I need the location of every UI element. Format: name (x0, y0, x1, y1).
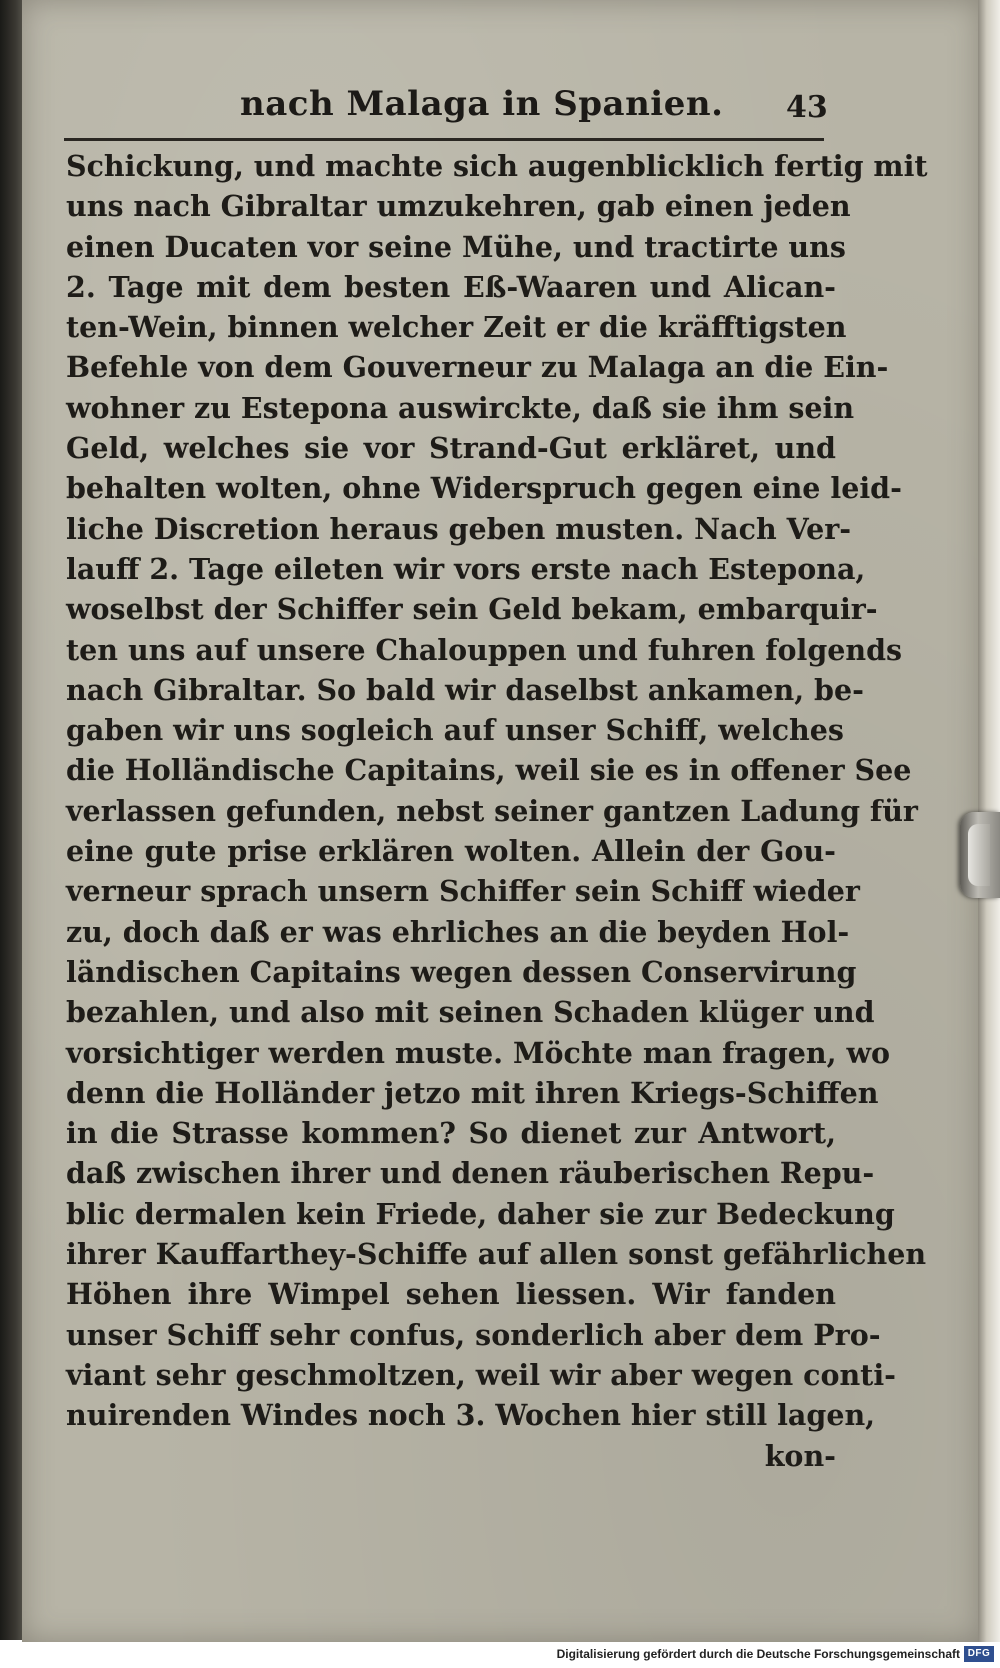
text-line: bezahlen, und also mit seinen Schaden klüger und (66, 995, 875, 1030)
text-line: wohner zu Estepona auswirckte, daß sie ihm sein (66, 390, 855, 425)
text-line: ihrer Kauffarthey-Schiffe auf allen sonst gefährlichen (66, 1237, 927, 1272)
text-line: 2. Tage mit dem besten Eß-Waaren und Alican- (66, 269, 836, 304)
page-number: 43 (786, 90, 828, 125)
text-line: die Holländische Capitains, weil sie es in offener See (66, 753, 912, 788)
text-line: uns nach Gibraltar umzukehren, gab einen jeden (66, 189, 851, 224)
text-line: Geld, welches sie vor Strand-Gut erkläret, und (66, 431, 836, 466)
text-line: blic dermalen kein Friede, daher sie zur Bedeckung (66, 1196, 895, 1231)
text-line: Höhen ihre Wimpel sehen liessen. Wir fanden (66, 1277, 836, 1312)
text-line: verneur sprach unsern Schiffer sein Schiff wieder (66, 874, 860, 909)
text-line: ländischen Capitains wegen dessen Conservirung (66, 954, 857, 989)
text-line: vorsichtiger werden muste. Möchte man fragen, wo (66, 1035, 890, 1070)
text-line: daß zwischen ihrer und denen räuberischen Repu- (66, 1156, 875, 1191)
text-line: behalten wolten, ohne Widerspruch gegen eine leid- (66, 471, 902, 506)
text-line: denn die Holländer jetzo mit ihren Kriegs-Schiffen (66, 1075, 879, 1110)
text-line: unser Schiff sehr confus, sonderlich aber dem Pro- (66, 1317, 881, 1352)
text-line: verlassen gefunden, nebst seiner gantzen Ladung für (66, 793, 918, 828)
body-text (66, 146, 928, 1476)
text-line: zu, doch daß er was ehrliches an die beyden Hol- (66, 914, 850, 949)
text-line: nach Gibraltar. So bald wir daselbst ankamen, be- (66, 672, 864, 707)
dfg-logo-icon: DFG (964, 1646, 994, 1662)
text-line: einen Ducaten vor seine Mühe, und tractirte uns (66, 229, 846, 264)
book-clasp-icon (960, 812, 1000, 898)
text-line: Befehle von dem Gouverneur zu Malaga an die Ein- (66, 350, 889, 385)
text-line: ten uns auf unsere Chalouppen und fuhren folgends (66, 632, 903, 667)
running-head: nach Malaga in Spanien. (240, 84, 724, 124)
catchword: kon- (764, 1438, 836, 1473)
text-line: Schickung, und machte sich augenblicklich fertig mit (66, 149, 928, 183)
text-line: gaben wir uns sogleich auf unser Schiff, welches (66, 713, 844, 748)
text-line: eine gute prise erklären wolten. Allein der Gou- (66, 834, 836, 869)
header-rule (64, 138, 824, 141)
funding-credit: Digitalisierung gefördert durch die Deutsche Forschungsgemeinschaft (556, 1647, 960, 1661)
text-line: lauff 2. Tage eileten wir vors erste nach Estepona, (66, 551, 866, 586)
text-line: ten-Wein, binnen welcher Zeit er die kräfftigsten (66, 310, 847, 345)
clasp-inner (968, 824, 990, 886)
footer-bar (0, 1642, 1000, 1668)
text-line: nuirenden Windes noch 3. Wochen hier still lagen, (66, 1398, 876, 1433)
text-line: viant sehr geschmoltzen, weil wir aber wegen conti- (66, 1357, 896, 1392)
text-line: in die Strasse kommen? So dienet zur Antwort, (66, 1116, 836, 1151)
text-line: liche Discretion heraus geben musten. Nach Ver- (66, 511, 852, 546)
text-line: woselbst der Schiffer sein Geld bekam, embarquir- (66, 592, 878, 627)
